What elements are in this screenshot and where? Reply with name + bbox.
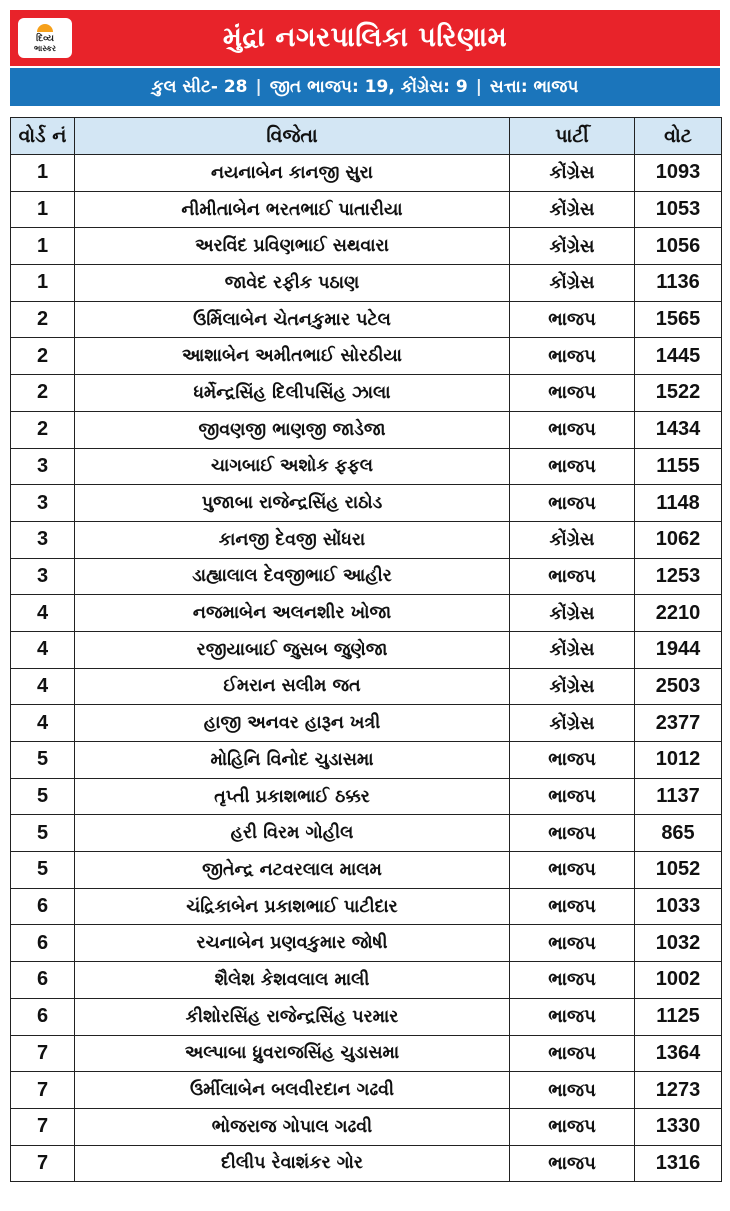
votes-cell: 1434 [635, 411, 722, 448]
table-row [11, 338, 722, 375]
results-table [10, 117, 722, 1182]
party-cell: ભાજપ [510, 1108, 635, 1145]
ward-cell: 2 [11, 338, 75, 375]
votes-cell: 1330 [635, 1108, 722, 1145]
party-cell: કોંગ્રેસ [510, 668, 635, 705]
table-row [11, 155, 722, 192]
table-row [11, 815, 722, 852]
table-row [11, 668, 722, 705]
seats-won: જીત ભાજપ: 19, કોંગ્રેસ: 9 [269, 77, 468, 97]
table-row [11, 375, 722, 412]
winner-cell: મોહિનિ વિનોદ ચુડાસમા [75, 742, 510, 779]
page-title: મુંદ્રા નગરપાલિકા પરિણામ [222, 22, 508, 53]
votes-cell: 1002 [635, 962, 722, 999]
ward-cell: 5 [11, 815, 75, 852]
winner-cell: ધર્મેન્દ્રસિંહ દિલીપસિંહ ઝાલા [75, 375, 510, 412]
table-row [11, 888, 722, 925]
party-cell: ભાજપ [510, 962, 635, 999]
ward-cell: 2 [11, 301, 75, 338]
table-row [11, 301, 722, 338]
winner-cell: ચંદ્રિકાબેન પ્રકાશભાઈ પાટીદાર [75, 888, 510, 925]
party-cell: ભાજપ [510, 925, 635, 962]
ward-cell: 2 [11, 411, 75, 448]
party-cell: ભાજપ [510, 375, 635, 412]
votes-cell: 1253 [635, 558, 722, 595]
party-cell: ભાજપ [510, 852, 635, 889]
votes-cell: 2377 [635, 705, 722, 742]
winner-cell: જીતેન્દ્ર નટવરલાલ માલમ [75, 852, 510, 889]
winner-cell: રજીયાબાઈ જુસબ જુણેજા [75, 631, 510, 668]
party-cell: કોંગ્રેસ [510, 155, 635, 192]
title-banner [10, 10, 720, 66]
table-row [11, 742, 722, 779]
winner-cell: પુજાબા રાજેન્દ્રસિંહ રાઠોડ [75, 485, 510, 522]
table-row [11, 228, 722, 265]
votes-cell: 2210 [635, 595, 722, 632]
votes-cell: 1053 [635, 191, 722, 228]
winner-cell: ડાહ્યાલાલ દેવજીભાઈ આહીર [75, 558, 510, 595]
votes-cell: 1052 [635, 852, 722, 889]
winner-cell: જાવેદ રફીક પઠાણ [75, 265, 510, 302]
table-row [11, 558, 722, 595]
table-row [11, 595, 722, 632]
party-cell: ભાજપ [510, 411, 635, 448]
winner-cell: જીવણજી ભાણજી જાડેજા [75, 411, 510, 448]
ward-cell: 7 [11, 1035, 75, 1072]
party-cell: ભાજપ [510, 778, 635, 815]
winner-cell: અલ્પાબા ધ્રુવરાજસિંહ ચુડાસમા [75, 1035, 510, 1072]
winner-cell: ઉર્મિલાબેન ચેતનકુમાર પટેલ [75, 301, 510, 338]
party-cell: કોંગ્રેસ [510, 705, 635, 742]
party-cell: ભાજપ [510, 815, 635, 852]
ward-cell: 6 [11, 962, 75, 999]
party-cell: ભાજપ [510, 301, 635, 338]
table-row [11, 778, 722, 815]
votes-cell: 1364 [635, 1035, 722, 1072]
separator: | [475, 77, 482, 97]
divya-bhaskar-logo [18, 18, 72, 58]
votes-cell: 1125 [635, 998, 722, 1035]
ward-cell: 3 [11, 521, 75, 558]
votes-cell: 1093 [635, 155, 722, 192]
votes-cell: 1136 [635, 265, 722, 302]
ward-cell: 6 [11, 925, 75, 962]
winner-cell: હાજી અનવર હારૂન ખત્રી [75, 705, 510, 742]
party-cell: ભાજપ [510, 558, 635, 595]
votes-cell: 865 [635, 815, 722, 852]
ward-cell: 3 [11, 448, 75, 485]
votes-cell: 1012 [635, 742, 722, 779]
winner-cell: કીશોરસિંહ રાજેન્દ્રસિંહ પરમાર [75, 998, 510, 1035]
votes-cell: 2503 [635, 668, 722, 705]
party-cell: કોંગ્રેસ [510, 595, 635, 632]
ward-cell: 4 [11, 705, 75, 742]
ward-cell: 5 [11, 852, 75, 889]
winner-cell: ચાગબાઈ અશોક ફફલ [75, 448, 510, 485]
column-header-party: પાર્ટી [510, 118, 635, 155]
party-cell: ભાજપ [510, 742, 635, 779]
ward-cell: 6 [11, 998, 75, 1035]
party-cell: કોંગ્રેસ [510, 265, 635, 302]
votes-cell: 1155 [635, 448, 722, 485]
winner-cell: અરવિંદ પ્રવિણભાઈ સથવારા [75, 228, 510, 265]
votes-cell: 1445 [635, 338, 722, 375]
table-row [11, 265, 722, 302]
party-cell: ભાજપ [510, 448, 635, 485]
table-row [11, 1035, 722, 1072]
votes-cell: 1316 [635, 1145, 722, 1182]
winner-cell: નજમાબેન અલનશીર ખોજા [75, 595, 510, 632]
winner-cell: કાનજી દેવજી સોંધરા [75, 521, 510, 558]
ward-cell: 4 [11, 595, 75, 632]
votes-cell: 1273 [635, 1072, 722, 1109]
winner-cell: આશાબેન અમીતભાઈ સોરઠીયા [75, 338, 510, 375]
party-cell: ભાજપ [510, 338, 635, 375]
table-row [11, 852, 722, 889]
ruling-party: સત્તા: ભાજપ [489, 77, 579, 97]
votes-cell: 1056 [635, 228, 722, 265]
total-seats: કુલ સીટ- 28 [151, 77, 248, 97]
table-row [11, 411, 722, 448]
column-header-votes: વોટ [635, 118, 722, 155]
votes-cell: 1522 [635, 375, 722, 412]
table-row [11, 631, 722, 668]
table-row [11, 191, 722, 228]
votes-cell: 1148 [635, 485, 722, 522]
ward-cell: 1 [11, 265, 75, 302]
ward-cell: 7 [11, 1145, 75, 1182]
party-cell: કોંગ્રેસ [510, 631, 635, 668]
winner-cell: શૈલેશ કેશવલાલ માલી [75, 962, 510, 999]
ward-cell: 2 [11, 375, 75, 412]
party-cell: કોંગ્રેસ [510, 191, 635, 228]
table-row [11, 925, 722, 962]
summary-bar [10, 68, 720, 106]
table-row [11, 448, 722, 485]
winner-cell: તૃપ્તી પ્રકાશભાઈ ઠક્કર [75, 778, 510, 815]
ward-cell: 4 [11, 631, 75, 668]
separator: | [255, 77, 262, 97]
ward-cell: 3 [11, 485, 75, 522]
ward-cell: 5 [11, 742, 75, 779]
winner-cell: ભોજરાજ ગોપાલ ગઢવી [75, 1108, 510, 1145]
party-cell: ભાજપ [510, 998, 635, 1035]
winner-cell: રચનાબેન પ્રણવકુમાર જોષી [75, 925, 510, 962]
table-row [11, 1072, 722, 1109]
party-cell: ભાજપ [510, 888, 635, 925]
ward-cell: 1 [11, 228, 75, 265]
column-header-ward: વોર્ડ નં [11, 118, 75, 155]
table-row [11, 1108, 722, 1145]
votes-cell: 1137 [635, 778, 722, 815]
ward-cell: 1 [11, 191, 75, 228]
logo-line-2: ભાસ્કર [33, 43, 57, 53]
winner-cell: નયનાબેન કાનજી સુરા [75, 155, 510, 192]
table-row [11, 485, 722, 522]
party-cell: કોંગ્રેસ [510, 521, 635, 558]
party-cell: ભાજપ [510, 1072, 635, 1109]
table-header-row [11, 118, 722, 155]
party-cell: ભાજપ [510, 1035, 635, 1072]
votes-cell: 1062 [635, 521, 722, 558]
votes-cell: 1565 [635, 301, 722, 338]
party-cell: ભાજપ [510, 485, 635, 522]
party-cell: ભાજપ [510, 1145, 635, 1182]
ward-cell: 1 [11, 155, 75, 192]
table-row [11, 962, 722, 999]
table-row [11, 705, 722, 742]
winner-cell: દીલીપ રેવાશંકર ગોર [75, 1145, 510, 1182]
party-cell: કોંગ્રેસ [510, 228, 635, 265]
ward-cell: 7 [11, 1072, 75, 1109]
column-header-winner: વિજેતા [75, 118, 510, 155]
ward-cell: 4 [11, 668, 75, 705]
votes-cell: 1944 [635, 631, 722, 668]
ward-cell: 3 [11, 558, 75, 595]
ward-cell: 7 [11, 1108, 75, 1145]
sun-icon [37, 24, 53, 32]
votes-cell: 1032 [635, 925, 722, 962]
votes-cell: 1033 [635, 888, 722, 925]
table-row [11, 521, 722, 558]
logo-line-1: દિવ્ય [36, 33, 54, 44]
ward-cell: 5 [11, 778, 75, 815]
ward-cell: 6 [11, 888, 75, 925]
winner-cell: નીમીતાબેન ભરતભાઈ પાતારીયા [75, 191, 510, 228]
table-row [11, 1145, 722, 1182]
winner-cell: ઉર્મીલાબેન બલવીરદાન ગઢવી [75, 1072, 510, 1109]
table-row [11, 998, 722, 1035]
winner-cell: હરી વિરમ ગોહીલ [75, 815, 510, 852]
winner-cell: ઈમરાન સલીમ જત [75, 668, 510, 705]
